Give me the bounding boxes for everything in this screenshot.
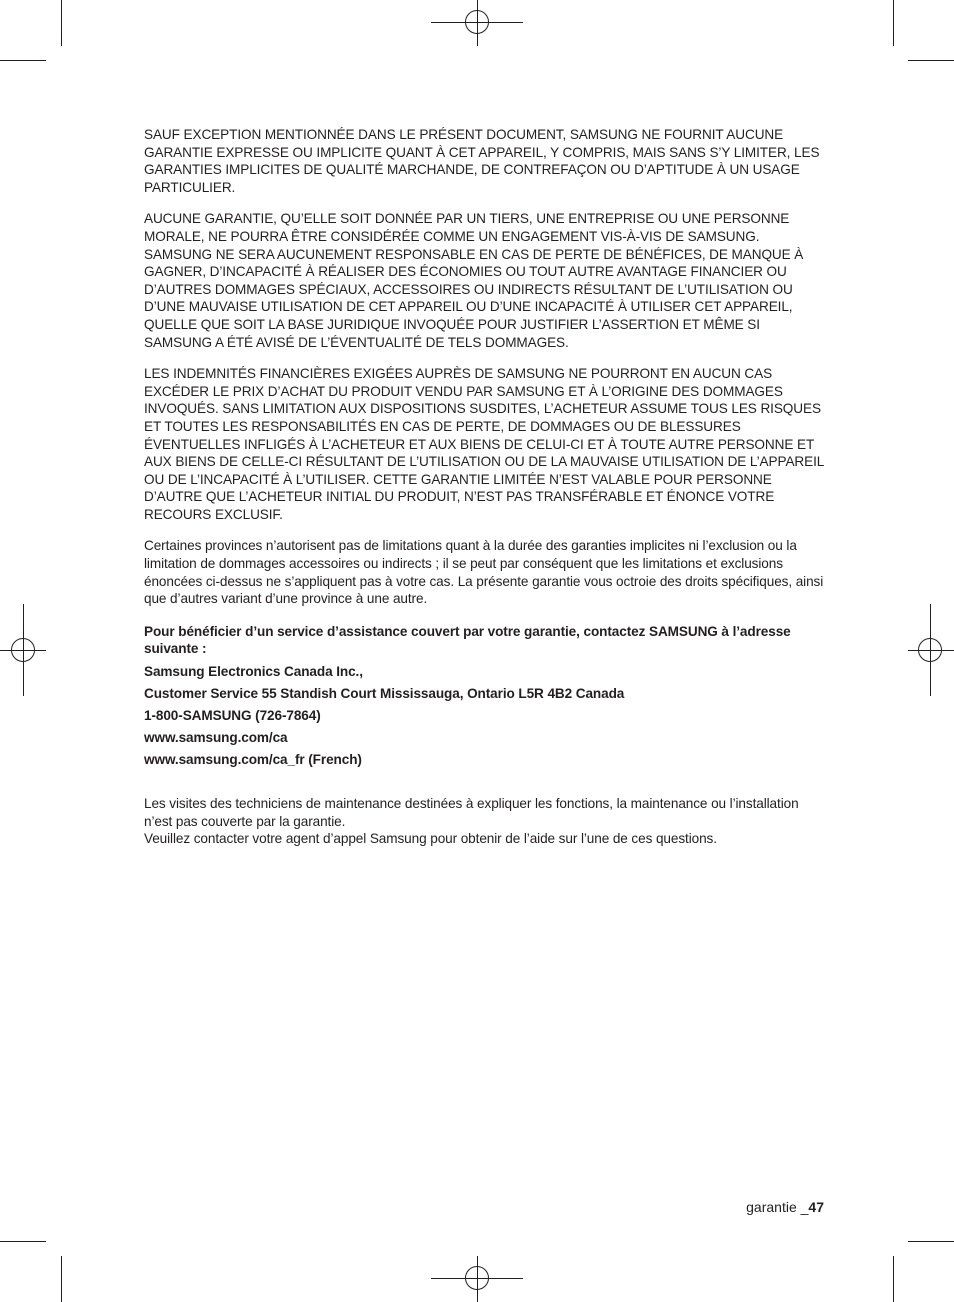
crop-mark [893,1256,894,1302]
service-note-line2: Veuillez contacter votre agent d’appel Samsung pour obtenir de l’aide sur l’une de ces questions. [144,831,717,847]
registration-circle [918,638,942,662]
crop-mark [0,60,46,61]
registration-circle [465,10,489,34]
paragraph-liability-disclaimer: AUCUNE GARANTIE, QU’ELLE SOIT DONNÉE PAR UN TIERS, UNE ENTREPRISE OU UNE PERSONNE MORALE, NE POURRA ÊTRE CONSIDÉRÉE COMME UN ENGAGEMENT VIS-À-VIS DE SAMSUNG. SAMSUNG NE SERA AUCUNEMENT RESPONSABLE EN CAS DE PERTE DE BÉNÉFICES, DE MANQUE À GAGNER, D’INCAPACITÉ À RÉALISER DES ÉCONOMIES OU TOUT AUTRE AVANTAGE FINANCIER OU D’AUTRES DOMMAGES SPÉCIAUX, ACCESSOIRES OU INDIRECTS RÉSULTANT DE L’UTILISATION OU D’UNE MAUVAISE UTILISATION DE CET APPAREIL OU D’UNE INCAPACITÉ À UTILISER CET APPAREIL, QUELLE QUE SOIT LA BASE JURIDIQUE INVOQUÉE POUR JUSTIFIER L’ASSERTION ET MÊME SI SAMSUNG A ÉTÉ AVISÉ DE L’ÉVENTUALITÉ DE TELS DOMMAGES. [144,211,804,350]
crop-mark [893,0,894,46]
contact-intro: Pour bénéficier d’un service d’assistance couvert par votre garantie, contactez SAMSUNG à l’adresse suivante : [144,623,791,657]
contact-website: www.samsung.com/ca [144,730,288,746]
paragraph-provincial-rights: Certaines provinces n’autorisent pas de limitations quant à la durée des garanties implicites ni l’exclusion ou la limitation de dommages accessoires ou indirects ; il se peut par conséquent que les limitations et exclusions énoncées ci-dessus ne s’appliquent pas à votre cas. La présente garantie vous octroie des droits spécifiques, ainsi que d’autres variant d’une province à une autre. [144,538,824,607]
crop-mark [0,1241,46,1242]
section-name: garantie _ [746,1199,809,1215]
registration-circle [465,1266,489,1290]
paragraph-no-implied-warranty: SAUF EXCEPTION MENTIONNÉE DANS LE PRÉSENT DOCUMENT, SAMSUNG NE FOURNIT AUCUNE GARANTIE EXPRESSE OU IMPLICITE QUANT À CET APPAREIL, Y COMPRIS, MAIS SANS S’Y LIMITER, LES GARANTIES IMPLICITES DE QUALITÉ MARCHANDE, DE CONTREFAÇON OU D’APTITUDE À UN USAGE PARTICULIER. [144,127,820,195]
contact-phone: 1-800-SAMSUNG (726-7864) [144,708,321,723]
page-number: 47 [808,1199,824,1215]
service-note [144,795,828,848]
crop-mark [61,0,62,46]
crop-mark [61,1256,62,1302]
contact-address: Customer Service 55 Standish Court Mississauga, Ontario L5R 4B2 Canada [144,685,625,701]
contact-company: Samsung Electronics Canada Inc., [144,663,363,679]
contact-website-fr: www.samsung.com/ca_fr (French) [144,752,362,768]
warranty-text [144,126,828,848]
registration-circle [11,638,35,662]
page-folio [746,1198,824,1216]
service-note-line1: Les visites des techniciens de maintenance destinées à expliquer les fonctions, la maintenance ou l’installation n’est pas couverte par la garantie. [144,795,799,829]
paragraph-indemnity-limit: LES INDEMNITÉS FINANCIÈRES EXIGÉES AUPRÈS DE SAMSUNG NE POURRONT EN AUCUN CAS EXCÉDER LE PRIX D’ACHAT DU PRODUIT VENDU PAR SAMSUNG ET À L’ORIGINE DES DOMMAGES INVOQUÉS. SANS LIMITATION AUX DISPOSITIONS SUSDITES, L’ACHETEUR ASSUME TOUS LES RISQUES ET TOUTES LES RESPONSABILITÉS EN CAS DE PERTE, DE DOMMAGES OU DE BLESSURES ÉVENTUELLES INFLIGÉS À L’ACHETEUR ET AUX BIENS DE CELUI-CI ET À TOUTE AUTRE PERSONNE ET AUX BIENS DE CELLE-CI RÉSULTANT DE L’UTILISATION OU DE LA MAUVAISE UTILISATION DE L’APPAREIL OU DE L’INCAPACITÉ À L’UTILISER. CETTE GARANTIE LIMITÉE N’EST VALABLE POUR PERSONNE D’AUTRE QUE L’ACHETEUR INITIAL DU PRODUIT, N’EST PAS TRANSFÉRABLE ET ÉNONCE VOTRE RECOURS EXCLUSIF. [144,366,824,522]
crop-mark [908,1241,954,1242]
crop-mark [908,60,954,61]
